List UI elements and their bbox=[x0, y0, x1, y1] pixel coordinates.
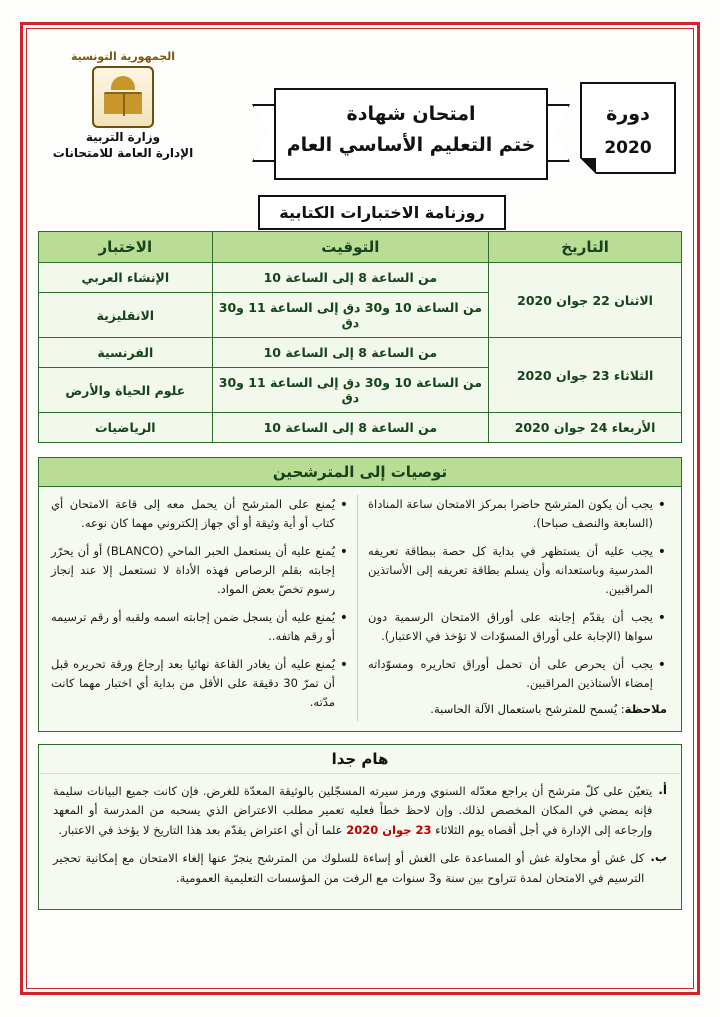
item-text-after: علما أن أي اعتراض يقدّم بعد هذا التاريخ لا يؤخذ في الاعتبار. bbox=[58, 822, 347, 837]
list-item: • يُمنع على المترشح أن يحمل معه إلى قاعة الامتحان أي كتاب أو أية وثيقة أو أي جهاز إلكتروني مهما كان نوعه. bbox=[51, 495, 335, 533]
th-time: التوقيت bbox=[212, 232, 488, 263]
important-body bbox=[39, 774, 681, 910]
important-item bbox=[53, 849, 667, 888]
republic-label: الجمهورية التونسية bbox=[70, 50, 176, 63]
note-label: ملاحظة bbox=[624, 701, 667, 716]
cell-time: من الساعة 8 إلى الساعة 10 bbox=[212, 338, 488, 368]
ministry-block bbox=[38, 50, 208, 160]
item-text bbox=[53, 849, 644, 888]
th-date: التاريخ bbox=[489, 232, 682, 263]
cell-time: من الساعة 10 و30 دق إلى الساعة 11 و30 دق bbox=[212, 293, 488, 338]
table-row bbox=[39, 338, 682, 368]
session-year: 2020 bbox=[604, 138, 652, 159]
document-header bbox=[38, 40, 682, 225]
important-title: هام جدا bbox=[39, 745, 681, 774]
emblem-sun-shape bbox=[111, 76, 135, 90]
item-text bbox=[53, 782, 652, 841]
note-text: : يُسمح للمترشح باستعمال الآلة الحاسبة. bbox=[430, 701, 625, 716]
tunisia-education-emblem-icon bbox=[92, 66, 154, 128]
exam-title-ribbon bbox=[252, 88, 570, 180]
table-row bbox=[39, 263, 682, 293]
recommendations-column-right bbox=[362, 495, 675, 721]
cell-subject: الانقليزية bbox=[39, 293, 213, 338]
list-item: • يجب عليه أن يستظهر في بداية كل حصة ببطاقة تعريفه المدرسية وباستعدانه وأن يسلم بطاقة تعريفه إلى الأساتذين المراقبين. bbox=[368, 542, 653, 599]
recommendations-list-left bbox=[51, 495, 351, 712]
table-header-row bbox=[39, 232, 682, 263]
th-subject: الاختبار bbox=[39, 232, 213, 263]
list-item: • يُمنع عليه أن يغادر القاعة نهائيا بعد إرجاع ورقة تحريره قبل أن تمرّ 30 دقيقة على الأقل من بداية أي اختبار مهما كانت مدّته. bbox=[51, 655, 335, 712]
list-item: • يجب أن يكون المترشح حاضرا بمركز الامتحان ساعة المناداة (السابعة والنصف صباحا). bbox=[368, 495, 653, 533]
session-label: دورة bbox=[606, 103, 650, 125]
cell-date: الثلاثاء 23 جوان 2020 bbox=[489, 338, 682, 413]
important-item bbox=[53, 782, 667, 841]
exam-title-line1: امتحان شهادة bbox=[346, 103, 476, 125]
list-item: • يُمنع عليه أن يسجل ضمن إجابته اسمه ولقبه أو رقم ترسيمه أو رقم هاتفه.. bbox=[51, 608, 335, 646]
item-text-before: يتعيّن على كلّ مترشح أن يراجع معدّله السنوي ورمز سيرته المسجّلين بالوثيقة المعدّة للغرض. فإن كانت جميع البيانات سليمة فإنه يمضي في المكان المخصص لذلك. وإن لاحظ خطأ فعليه تعمير مطلب الاعتراض الذي يسحبه من المدرسة أو المعهد وإرجاعه إلى الإدارة في أجل أقصاه يوم الثلاثاء bbox=[53, 783, 653, 837]
cell-subject: الفرنسية bbox=[39, 338, 213, 368]
recommendations-section bbox=[38, 457, 682, 732]
document-subtitle: روزنامة الاختبارات الكتابية bbox=[258, 195, 506, 230]
item-text-before: كل غش أو محاولة غش أو المساعدة على الغش أو إساءة للسلوك من المترشح ينجرّ عنها إلغاء الامتحان مع إمكانية تحجير الترسيم في الامتحان لمدة تتراوح بين سنة و3 سنوات مع الرفت من المؤسسات التعليمية العمومية. bbox=[53, 851, 645, 885]
recommendations-body bbox=[39, 487, 681, 731]
cell-time: من الساعة 8 إلى الساعة 10 bbox=[212, 263, 488, 293]
item-marker: ب. bbox=[650, 850, 667, 865]
important-section bbox=[38, 744, 682, 911]
cell-date: الاثنان 22 جوان 2020 bbox=[489, 263, 682, 338]
exam-schedule-table bbox=[38, 231, 682, 443]
item-marker: أ. bbox=[658, 782, 667, 797]
emblem-book-shape bbox=[104, 92, 142, 114]
list-item: • يجب أن يقدّم إجابته على أوراق الامتحان الرسمية دون سواها (الإجابة على أوراق المسوّدات لا تؤخذ في الاعتبار). bbox=[368, 608, 653, 646]
cell-subject: الإنشاء العربي bbox=[39, 263, 213, 293]
calculator-note bbox=[368, 702, 667, 716]
session-box bbox=[580, 82, 676, 174]
cell-date: الأربعاء 24 جوان 2020 bbox=[489, 413, 682, 443]
document-content bbox=[38, 40, 682, 977]
recommendations-column-left bbox=[45, 495, 358, 721]
cell-subject: علوم الحياة والأرض bbox=[39, 368, 213, 413]
cell-time: من الساعة 8 إلى الساعة 10 bbox=[212, 413, 488, 443]
recommendations-list-right bbox=[368, 495, 669, 693]
ribbon-banner bbox=[274, 88, 548, 180]
list-item: • يجب أن يحرص على أن تحمل أوراق تحاريره ومسوّداته إمضاء الأستاذين المراقبين. bbox=[368, 655, 653, 693]
item-highlight-date: 23 جوان 2020 bbox=[346, 822, 432, 837]
exam-title-line2: ختم التعليم الأساسي العام bbox=[286, 134, 536, 156]
cell-time: من الساعة 10 و30 دق إلى الساعة 11 و30 دق bbox=[212, 368, 488, 413]
list-item: • يُمنع عليه أن يستعمل الحبر الماحي (BLANCO) أو أن يحرّر إجابته بقلم الرصاص فهذه الأداة لا تستعمل إلا عند إنجاز رسوم تخصّ بعض المواد. bbox=[51, 542, 335, 599]
recommendations-title: توصيات إلى المترشحين bbox=[39, 458, 681, 487]
ministry-line1: وزارة التربية bbox=[85, 130, 161, 144]
cell-subject: الرياضيات bbox=[39, 413, 213, 443]
table-row bbox=[39, 413, 682, 443]
ministry-line2: الإدارة العامة للامتحانات bbox=[52, 146, 194, 160]
